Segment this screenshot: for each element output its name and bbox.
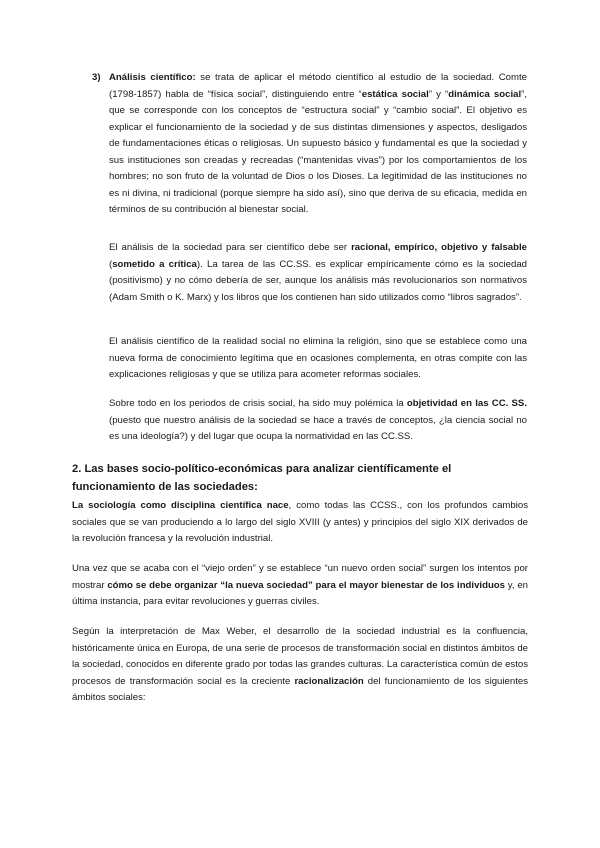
paragraph-analisis-cientifico: Análisis científico: se trata de aplicar el método científico al estudio de la sociedad. Comte (1798-1857) habla de “física social”, distinguiendo entre “estática social” y “dinámica social”, que se corresponde con los conceptos de “estructura social” y “cambio social”. El objetivo es explicar el funcionamiento de la sociedad y de sus distintas dimensiones y aspectos, desligados de fundamentaciones éticas o religiosas. Un supuesto básico y fundamental es que la sociedad y sus instituciones son creadas y recreadas (“mantenidas vivas”) por los comportamientos de los hombres; no son fruto de la voluntad de Dios o los Dioses. La legitimidad de las instituciones no es ni divina, ni tradicional (porque siempre ha sido así), sino que deriva de su eficacia, medida en términos de su contribución al bienestar social. [109,72,527,215]
paragraph-requisitos-cientificos: El análisis de la sociedad para ser científico debe ser racional, empírico, objetivo y falsable (sometido a crítica). La tarea de las CC.SS. es explicar empíricamente cómo es la sociedad (positivismo) y no cómo debería de ser, aunque los análisis más revolucionarios son normativos (Adam Smith o K. Marx) y los libros que los contienen han sido utilizados como “libros sagrados”. [109,242,527,303]
paragraph-max-weber: Según la interpretación de Max Weber, el desarrollo de la sociedad industrial es la confluencia, históricamente única en Europa, de una serie de procesos de transformación social en distintos ámbitos de la sociedad, conocidos en diferente grado por todas las grandes culturas. La característica común de estos procesos de transformación social es la creciente racionalización del funcionamiento de los siguientes ámbitos sociales: [72,626,528,703]
paragraph-religion: El análisis científico de la realidad social no elimina la religión, sino que se establece como una nueva forma de conocimiento legítima que en ocasiones complementa, en otras compite con las explicaciones religiosas y que se utiliza para acometer reformas sociales. [109,336,527,380]
paragraph-nuevo-orden: Una vez que se acaba con el “viejo orden” y se establece “un nuevo orden social” surgen los intentos por mostrar cómo se debe organizar “la nueva sociedad” para el mayor bienestar de los individuos y, en última instancia, para evitar revoluciones y guerras civiles. [72,563,528,607]
list-number: 3) [92,72,101,83]
item-title: Análisis científico: [109,72,196,83]
paragraph-origen-sociologia: La sociología como disciplina científica nace, como todas las CCSS., con los profundos cambios sociales que se van produciendo a lo largo del siglo XVIII (y antes) y principios del siglo XIX derivados de la revolución francesa y la revolución industrial. [72,500,529,544]
paragraph-objetividad: Sobre todo en los periodos de crisis social, ha sido muy polémica la objetividad en las CC. SS. (puesto que nuestro análisis de la sociedad se hace a través de conceptos, ¿la ciencia social no es una ideología?) y del lugar que ocupa la normatividad en las CC.SS. [109,398,527,442]
section-heading: 2. Las bases socio-político-económicas para analizar científicamente el funcionamiento de las sociedades: [72,463,452,493]
